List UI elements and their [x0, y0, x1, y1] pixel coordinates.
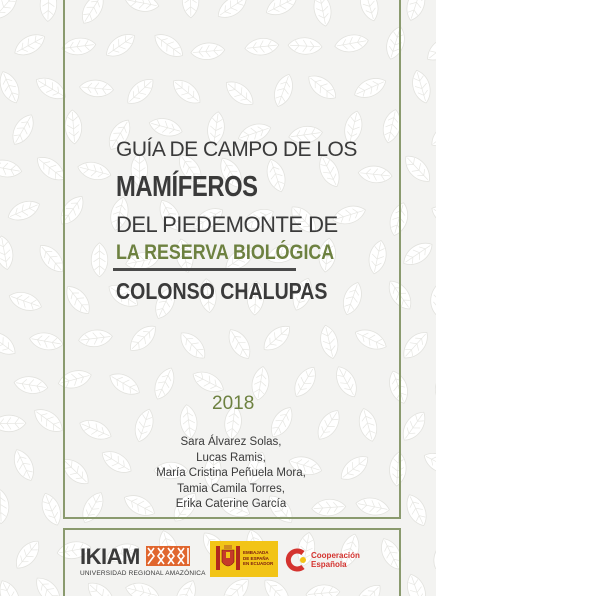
leaf-icon	[398, 408, 431, 445]
title-divider	[113, 268, 296, 271]
leaf-icon	[40, 0, 58, 22]
cooperacion-espanola-logo	[285, 548, 360, 577]
leaf-icon	[0, 327, 20, 360]
cooperacion-line-1: Cooperación	[311, 551, 360, 560]
leaf-icon	[430, 364, 436, 402]
leaf-icon	[428, 535, 436, 573]
cooperacion-line-2: Española	[311, 560, 347, 569]
leaf-icon	[0, 577, 25, 596]
leaf-icon	[13, 374, 49, 396]
author-name: Tamia Camila Torres,	[177, 482, 285, 495]
spain-embassy-logo	[210, 541, 278, 577]
author-name: Sara Álvarez Solas,	[180, 436, 282, 448]
ikiam-wordmark: IKIAM	[80, 544, 140, 569]
leaf-icon	[7, 288, 45, 315]
title-line-1: GUÍA DE CAMPO DE LOS	[116, 138, 357, 161]
ikiam-pattern-icon	[146, 544, 190, 568]
spain-embassy-text: EMBAJADA DE ESPAÑA EN ECUADOR	[243, 550, 274, 566]
title-line-2: MAMÍFEROS	[116, 171, 258, 203]
leaf-icon	[0, 489, 9, 524]
leaf-icon	[398, 327, 433, 363]
leaf-icon	[5, 196, 43, 224]
leaf-icon	[403, 572, 430, 596]
leaf-icon	[428, 201, 436, 232]
leaf-icon	[0, 0, 22, 24]
leaf-icon	[9, 446, 38, 484]
leaf-icon	[11, 29, 49, 60]
leaf-icon	[0, 68, 24, 106]
cooperacion-text	[311, 551, 360, 569]
leaf-icon	[38, 490, 66, 528]
ikiam-subtitle: UNIVERSIDAD REGIONAL AMAZÓNICA	[80, 570, 206, 577]
leaf-icon	[427, 117, 436, 151]
leaf-icon	[28, 330, 64, 352]
publication-year: 2018	[212, 393, 255, 414]
leaf-icon	[402, 491, 431, 529]
cooperacion-symbol-icon	[285, 548, 309, 572]
author-list	[120, 435, 342, 513]
ikiam-logo	[80, 544, 206, 577]
leaf-icon	[7, 111, 38, 149]
spain-coat-of-arms-icon	[213, 542, 243, 576]
title-line-4: LA RESERVA BIOLÓGICA	[116, 241, 335, 264]
title-line-3: DEL PIEDEMONTE DE	[116, 212, 338, 237]
leaf-icon	[400, 151, 435, 187]
author-name: Lucas Ramis,	[196, 451, 266, 464]
leaf-icon	[11, 536, 45, 573]
leaf-icon	[31, 573, 66, 596]
leaf-icon	[428, 280, 436, 317]
leaf-icon	[0, 235, 15, 271]
leaf-icon	[399, 237, 436, 270]
leaf-icon	[421, 448, 436, 478]
leaf-icon	[30, 404, 67, 437]
leaf-icon	[423, 32, 436, 66]
leaf-icon	[0, 157, 23, 179]
title-line-5: COLONSO CHALUPAS	[116, 278, 328, 304]
leaf-icon	[0, 415, 26, 432]
leaf-icon	[403, 0, 429, 23]
author-name: Erika Caterine García	[175, 498, 287, 510]
leaf-icon	[409, 68, 434, 105]
author-name: María Cristina Peñuela Mora,	[156, 467, 306, 479]
